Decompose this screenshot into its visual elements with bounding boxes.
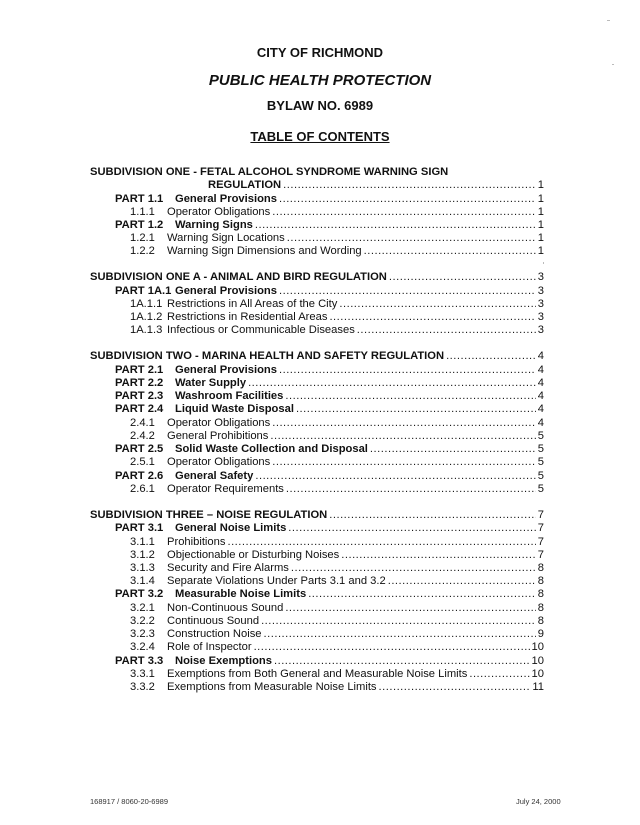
dot-leader: [308, 588, 536, 601]
dot-leader: [264, 628, 536, 641]
toc-entry-title: General Safety: [175, 470, 254, 482]
toc-entry-page: 10: [531, 641, 544, 653]
toc-entry-number: 1A.1.2: [130, 311, 163, 323]
dot-leader: [379, 681, 531, 694]
toc-entry-title: Warning Signs: [175, 219, 253, 231]
toc-entry: [115, 655, 544, 668]
toc-entry-page: 7: [537, 536, 544, 548]
toc-entry: [130, 483, 544, 496]
toc-entry-number: 2.4.1: [130, 417, 155, 429]
toc-entry: [115, 470, 544, 483]
toc-entry-title: Operator Obligations: [167, 456, 271, 468]
toc-entry-title: SUBDIVISION ONE A - ANIMAL AND BIRD REGULATION: [90, 271, 387, 283]
dot-leader: [279, 285, 536, 298]
toc-entry-page: 7: [537, 522, 544, 534]
toc-entry-page: 3: [537, 298, 544, 310]
toc-entry-number: PART 3.2: [115, 588, 164, 600]
bylaw-number: BYLAW NO. 6989: [266, 98, 374, 113]
toc-entry-number: 3.1.3: [130, 562, 155, 574]
toc-entry-title: Operator Obligations: [167, 417, 271, 429]
dot-leader: [270, 430, 535, 443]
toc-entry: [115, 219, 544, 232]
toc-entry-title: Washroom Facilities: [175, 390, 284, 402]
toc-entry-page: 3: [537, 311, 544, 323]
toc-entry-page: 9: [537, 628, 544, 640]
toc-entry: [208, 179, 544, 192]
toc-entry-number: 3.3.1: [130, 668, 155, 680]
toc-entry-page: 4: [537, 350, 544, 362]
dot-leader: [286, 483, 536, 496]
toc-entry: [130, 206, 544, 219]
toc-entry-title: Infectious or Communicable Diseases: [167, 324, 355, 336]
dot-leader: [341, 549, 536, 562]
toc-entry-number: 3.2.4: [130, 641, 155, 653]
toc-entry-number: PART 2.6: [115, 470, 164, 482]
toc-entry-page: 5: [537, 483, 544, 495]
toc-entry: [130, 245, 544, 258]
toc-entry-number: 2.5.1: [130, 456, 155, 468]
toc-entry-number: 2.4.2: [130, 430, 155, 442]
toc-entry-number: PART 2.5: [115, 443, 164, 455]
toc-entry-page: 7: [537, 549, 544, 561]
toc-entry-page: 1: [537, 219, 544, 231]
document-title: PUBLIC HEALTH PROTECTION: [208, 72, 432, 89]
toc-entry-page: 1: [537, 179, 544, 191]
toc-entry-number: 3.2.1: [130, 602, 155, 614]
toc-entry: [115, 588, 544, 601]
dot-leader: [388, 575, 536, 588]
toc-entry-title: General Provisions: [175, 285, 277, 297]
dot-leader: [279, 193, 536, 206]
toc-entry: [130, 562, 544, 575]
toc-entry-title: SUBDIVISION THREE – NOISE REGULATION: [90, 509, 328, 521]
toc-entry-page: 1: [537, 232, 544, 244]
toc-entry-number: PART 1A.1: [115, 285, 172, 297]
toc-entry: [115, 193, 544, 206]
toc-entry-title: Warning Sign Dimensions and Wording: [167, 245, 362, 257]
dot-leader: [274, 655, 530, 668]
toc-entry-page: 10: [531, 668, 544, 680]
dot-leader: [285, 602, 535, 615]
toc-entry-title: Noise Exemptions: [175, 655, 272, 667]
dot-leader: [283, 179, 536, 192]
scan-speck: [607, 20, 610, 21]
toc-entry-title: General Provisions: [175, 193, 277, 205]
toc-entry-title: General Noise Limits: [175, 522, 287, 534]
toc-entry: [130, 602, 544, 615]
toc-entry: [115, 285, 544, 298]
toc-entry-number: 3.1.4: [130, 575, 155, 587]
toc-entry: [130, 417, 544, 430]
toc-entry-page: 8: [537, 588, 544, 600]
toc-entry-title: REGULATION: [208, 179, 282, 191]
city-name: CITY OF RICHMOND: [256, 45, 384, 60]
toc-entry-title: Construction Noise: [167, 628, 262, 640]
toc-entry-title: Measurable Noise Limits: [175, 588, 307, 600]
toc-entry-page: 3: [537, 324, 544, 336]
toc-entry-number: 1.2.2: [130, 245, 155, 257]
toc-entry-number: PART 2.4: [115, 403, 164, 415]
toc-entry-number: 3.3.2: [130, 681, 155, 693]
toc-entry-number: 1.2.1: [130, 232, 155, 244]
toc-entry: [130, 549, 544, 562]
toc-entry-title: Water Supply: [175, 377, 247, 389]
toc-entry: [115, 522, 544, 535]
toc-entry-title: Solid Waste Collection and Disposal: [175, 443, 368, 455]
toc-entry-title: Operator Requirements: [167, 483, 284, 495]
toc-entry-number: 1A.1.3: [130, 324, 163, 336]
scan-speck: [543, 262, 544, 264]
toc-entry: [130, 615, 544, 628]
toc-entry-page: 5: [537, 456, 544, 468]
toc-entry: [130, 536, 544, 549]
dot-leader: [291, 562, 536, 575]
dot-leader: [272, 206, 536, 219]
dot-leader: [254, 641, 530, 654]
toc-entry: [90, 166, 544, 179]
dot-leader: [339, 298, 535, 311]
dot-leader: [329, 509, 536, 522]
toc-entry-page: 4: [537, 364, 544, 376]
dot-leader: [389, 271, 536, 284]
dot-leader: [248, 377, 536, 390]
toc-entry-page: 4: [537, 390, 544, 402]
toc-entry: [130, 641, 544, 654]
document-date: July 24, 2000: [516, 797, 561, 806]
toc-entry: [130, 575, 544, 588]
toc-entry-title: Prohibitions: [167, 536, 226, 548]
toc-entry-page: 5: [537, 443, 544, 455]
toc-entry-number: PART 2.1: [115, 364, 164, 376]
toc-entry-title: Restrictions in All Areas of the City: [167, 298, 338, 310]
toc-entry-page: 4: [537, 377, 544, 389]
toc-entry-title: Role of Inspector: [167, 641, 252, 653]
toc-entry: [115, 377, 544, 390]
toc-entry-page: 5: [537, 470, 544, 482]
dot-leader: [255, 219, 536, 232]
toc-entry-title: Operator Obligations: [167, 206, 271, 218]
toc-entry-title: SUBDIVISION ONE - FETAL ALCOHOL SYNDROME WARNING SIGN: [90, 166, 449, 178]
toc-entry: [115, 390, 544, 403]
toc-entry-page: 3: [537, 285, 544, 297]
toc-entry-title: Continuous Sound: [167, 615, 260, 627]
toc-entry-page: 8: [537, 615, 544, 627]
dot-leader: [288, 522, 535, 535]
toc-entry-number: 2.6.1: [130, 483, 155, 495]
dot-leader: [364, 245, 536, 258]
toc-entry: [115, 364, 544, 377]
toc-entry: [130, 298, 544, 311]
toc-entry-page: 5: [537, 430, 544, 442]
toc-entry-page: 1: [537, 193, 544, 205]
scan-speck: [612, 64, 614, 65]
dot-leader: [255, 470, 535, 483]
toc-entry-title: Exemptions from Measurable Noise Limits: [167, 681, 377, 693]
dot-leader: [272, 456, 536, 469]
dot-leader: [357, 324, 536, 337]
toc-entry: [115, 403, 544, 416]
toc-entry-title: Non-Continuous Sound: [167, 602, 284, 614]
toc-entry-number: 3.1.2: [130, 549, 155, 561]
toc-entry-page: 1: [537, 206, 544, 218]
toc-entry: [115, 443, 544, 456]
toc-entry: [130, 681, 544, 694]
toc-entry-page: 3: [537, 271, 544, 283]
toc-entry-number: PART 2.2: [115, 377, 164, 389]
toc-entry-number: 1.1.1: [130, 206, 155, 218]
toc-entry-page: 11: [532, 681, 544, 693]
toc-entry: [90, 350, 544, 363]
toc-entry-number: 1A.1.1: [130, 298, 163, 310]
dot-leader: [469, 668, 529, 681]
toc-entry-title: Warning Sign Locations: [167, 232, 285, 244]
toc-entry: [130, 430, 544, 443]
dot-leader: [287, 232, 536, 245]
toc-entry: [90, 509, 544, 522]
toc-entry: [130, 311, 544, 324]
toc-entry-title: General Prohibitions: [167, 430, 269, 442]
toc-entry-number: PART 3.3: [115, 655, 164, 667]
toc-entry-page: 8: [537, 575, 544, 587]
toc-entry-page: 4: [537, 417, 544, 429]
dot-leader: [261, 615, 536, 628]
dot-leader: [296, 403, 536, 416]
toc-entry: [130, 668, 544, 681]
toc-entry-number: PART 1.1: [115, 193, 164, 205]
toc-entry-page: 8: [537, 602, 544, 614]
toc-entry-number: PART 3.1: [115, 522, 164, 534]
toc-entry-title: Exemptions from Both General and Measurable Noise Limits: [167, 668, 468, 680]
toc-heading: TABLE OF CONTENTS: [250, 129, 390, 144]
toc-entry-number: PART 1.2: [115, 219, 164, 231]
toc-entry-title: SUBDIVISION TWO - MARINA HEALTH AND SAFETY REGULATION: [90, 350, 445, 362]
dot-leader: [446, 350, 536, 363]
dot-leader: [272, 417, 536, 430]
toc-entry-page: 1: [537, 245, 544, 257]
toc-entry-page: 8: [537, 562, 544, 574]
toc-entry-page: 7: [537, 509, 544, 521]
toc-entry: [130, 456, 544, 469]
toc-entry-title: Separate Violations Under Parts 3.1 and 3.2: [167, 575, 386, 587]
toc-entry-number: 3.2.2: [130, 615, 155, 627]
toc-entry-number: 3.1.1: [130, 536, 155, 548]
toc-entry: [130, 324, 544, 337]
toc-entry: [130, 232, 544, 245]
toc-entry-title: General Provisions: [175, 364, 277, 376]
dot-leader: [227, 536, 535, 549]
toc-entry: [130, 628, 544, 641]
toc-entry-page: 10: [531, 655, 544, 667]
toc-entry-title: Liquid Waste Disposal: [175, 403, 294, 415]
toc-entry-title: Restrictions in Residential Areas: [167, 311, 328, 323]
toc-entry: [90, 271, 544, 284]
toc-entry-number: PART 2.3: [115, 390, 164, 402]
document-reference: 168917 / 8060-20-6989: [90, 797, 168, 806]
dot-leader: [329, 311, 535, 324]
dot-leader: [285, 390, 535, 403]
toc-entry-number: 3.2.3: [130, 628, 155, 640]
toc-entry-page: 4: [537, 403, 544, 415]
dot-leader: [370, 443, 536, 456]
toc-entry-title: Objectionable or Disturbing Noises: [167, 549, 340, 561]
dot-leader: [279, 364, 536, 377]
toc-entry-title: Security and Fire Alarms: [167, 562, 289, 574]
